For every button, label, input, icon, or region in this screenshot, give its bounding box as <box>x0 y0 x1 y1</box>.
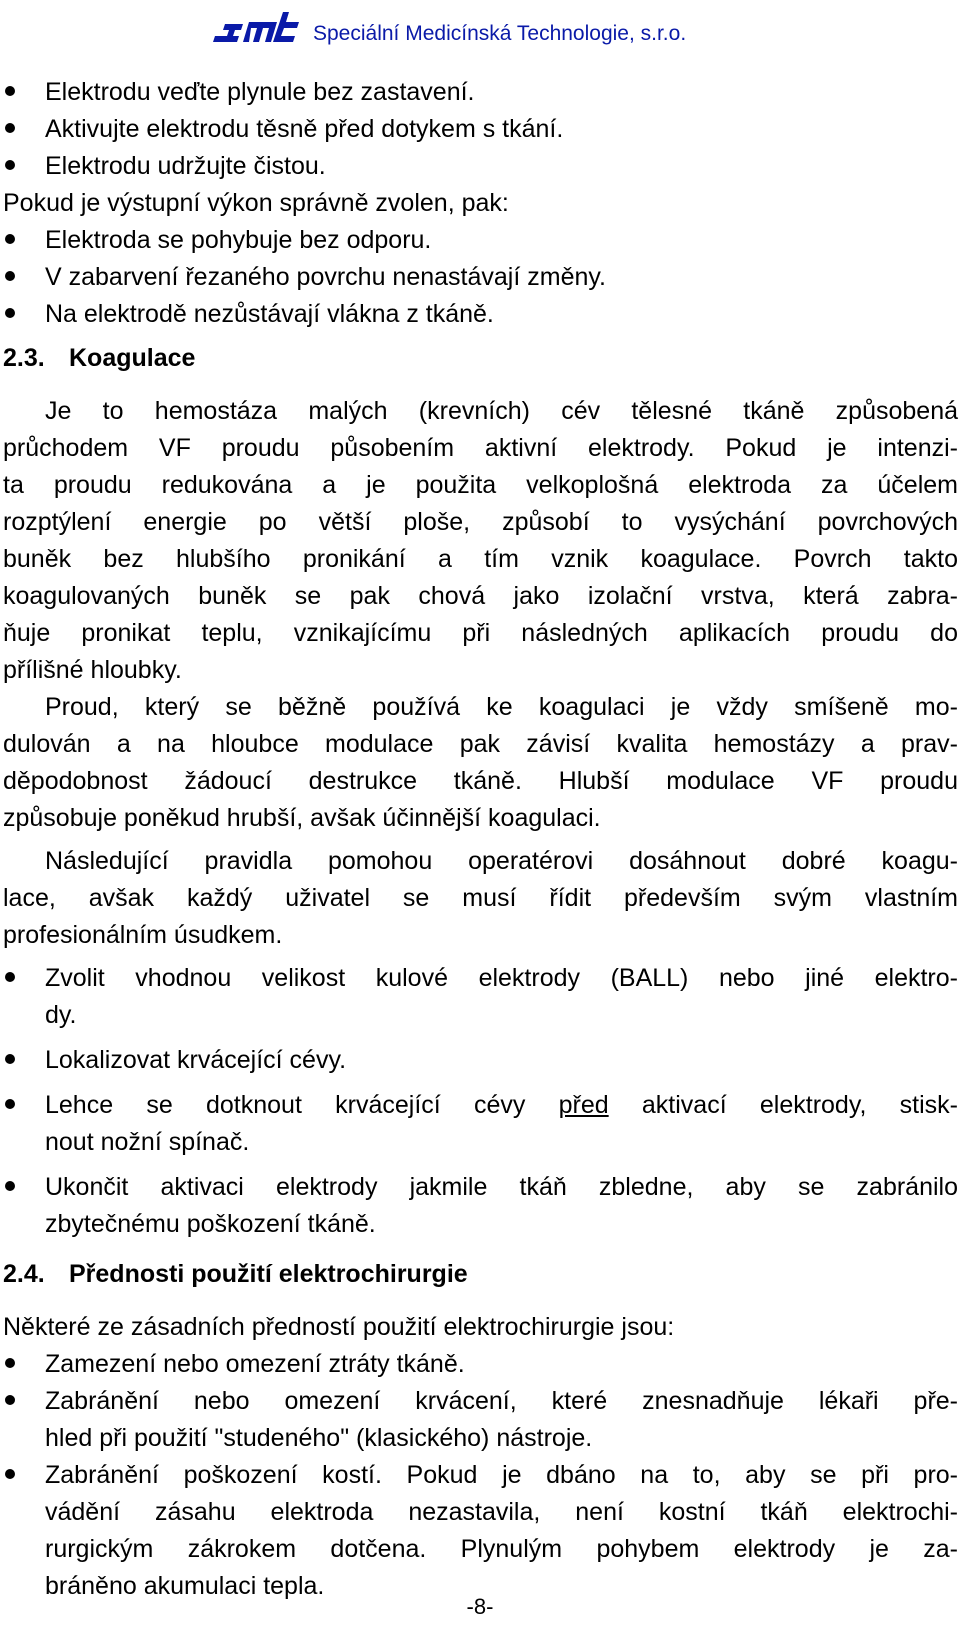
list-item: V zabarvení řezaného povrchu nenastávají změny. <box>3 259 958 296</box>
list-item: Elektrodu veďte plynule bez zastavení. <box>3 74 958 111</box>
section-title: Koagulace <box>69 344 196 372</box>
paragraph: Proud, který se běžně používá ke koagulaci je vždy smíšeně mo- dulován a na hloubce modulace pak závisí kvalita hemostázy a prav- děpodobnost žádoucí destrukce tkáně. Hlubší modulace VF proudu způsobuje poněkud hrubší, avšak účinnější koagulaci. <box>3 693 958 832</box>
smt-logo <box>213 8 305 48</box>
list-item: Lehce se dotknout krvácející cévy před aktivací elektrody, stisk- nout nožní spínač. <box>3 1087 958 1161</box>
page-header <box>213 4 686 48</box>
list-item: Na elektrodě nezůstávají vlákna z tkáně. <box>3 296 958 333</box>
list-item: Elektroda se pohybuje bez odporu. <box>3 222 958 259</box>
bullet-icon <box>5 1358 15 1368</box>
company-name: Speciální Medicínská Technologie, s.r.o. <box>313 22 687 45</box>
section-number: 2.4. <box>3 1260 45 1288</box>
paragraph: Následující pravidla pomohou operatérovi dosáhnout dobré koagu- lace, avšak každý uživatel se musí řídit především svým vlastním profesionálním úsudkem. <box>3 847 958 949</box>
bullet-icon <box>5 1054 15 1064</box>
section-title: Přednosti použití elektrochirurgie <box>69 1260 468 1288</box>
bullet-icon <box>5 86 15 96</box>
list-item: Zabránění poškození kostí. Pokud je dbáno na to, aby se při pro- vádění zásahu elektroda nezastavila, není kostní tkáň elektrochi- rurgickým zákrokem dotčena. Plynulým pohybem elektrody je za- bráněno akumulaci tepla. <box>3 1457 958 1605</box>
list-item: Ukončit aktivaci elektrody jakmile tkáň zbledne, aby se zabránilo zbytečnému poškození tkáně. <box>3 1169 958 1243</box>
bullet-icon <box>5 1099 15 1109</box>
list-item: Aktivujte elektrodu těsně před dotykem s tkání. <box>3 111 958 148</box>
list-item: Lokalizovat krvácející cévy. <box>3 1042 958 1079</box>
intro-line: Pokud je výstupní výkon správně zvolen, pak: <box>3 189 509 217</box>
list-item: Zamezení nebo omezení ztráty tkáně. <box>3 1346 958 1383</box>
bullet-icon <box>5 271 15 281</box>
bullet-icon <box>5 123 15 133</box>
section-heading <box>3 1251 958 1297</box>
bullet-icon <box>5 160 15 170</box>
bullet-icon <box>5 308 15 318</box>
bullet-icon <box>5 1395 15 1405</box>
page-content <box>3 74 958 1605</box>
list-item: Elektrodu udržujte čistou. <box>3 148 958 185</box>
list-item: Zabránění nebo omezení krvácení, které znesnadňuje lékaři pře- hled při použití "studeného" (klasického) nástroje. <box>3 1383 958 1457</box>
bullet-icon <box>5 1469 15 1479</box>
page-number: -8- <box>466 1594 494 1619</box>
bullet-icon <box>5 234 15 244</box>
paragraph: Je to hemostáza malých (krevních) cév tělesné tkáně způsobená průchodem VF proudu působením aktivní elektrody. Pokud je intenzi- ta proudu redukována a je použita velkoplošná elektroda za účelem rozptýlení energie po větší ploše, způsobí to vysýchání povrchových buněk bez hlubšího pronikání a tím vznik koagulace. Povrch takto koagulovaných buněk se pak chová jako izolační vrstva, která zabra- ňuje pronikat teplu, vznikajícímu při následných aplikacích proudu do přílišné hloubky. <box>3 397 958 684</box>
intro-line: Některé ze zásadních předností použití elektrochirurgie jsou: <box>3 1313 675 1341</box>
bullet-icon <box>5 1181 15 1191</box>
section-number: 2.3. <box>3 344 45 372</box>
section-heading <box>3 335 958 381</box>
list-item: Zvolit vhodnou velikost kulové elektrody (BALL) nebo jiné elektro- dy. <box>3 960 958 1034</box>
bullet-icon <box>5 972 15 982</box>
